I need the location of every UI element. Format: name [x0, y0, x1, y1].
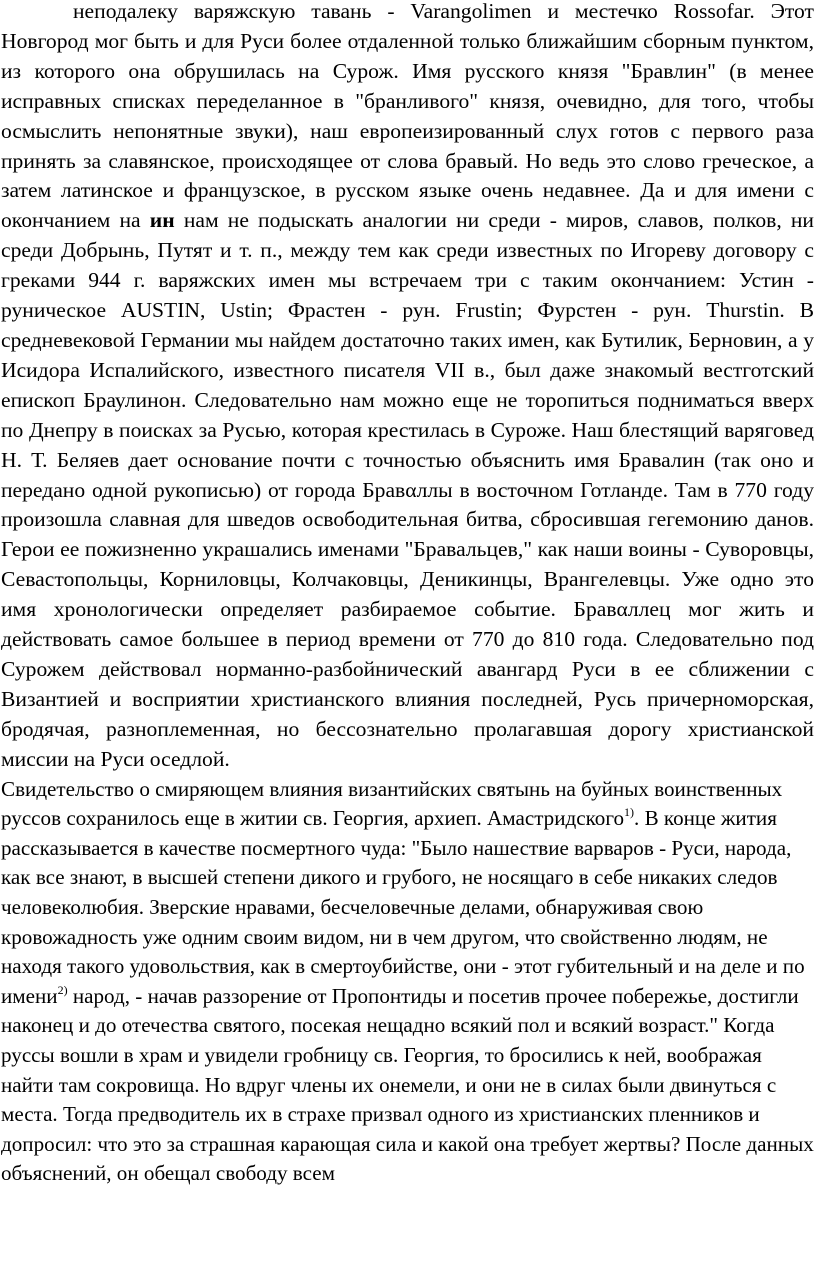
paragraph-2-text-b: . В конце жития рассказывается в качестве посмертного чуда: "Было нашествие варваров - Руси, народа, как все знают, в высшей степени дикого и грубого, не носящаго в себе никаких следов человеколюбия. Зверские нравами, бесчеловечные делами, обнаруживая свою кровожадность уже одним своим видом, ни в чем другом, что свойственно людям, не находя такого удовольствия, как в смертоубийстве, они - этот губительный и на деле и по имени	[1, 806, 805, 1008]
paragraph-2-text-c: народ, - начав раззорение от Пропонтиды и посетив прочее побережье, достигли наконец и до отечества святого, посекая нещадно всякий пол и всякий возраст." Когда руссы вошли в храм и увидели гробницу св. Георгия, то бросились к ней, воображая найти там сокровища. Но вдруг члены их онемели, и они не в силах были двинуться с места. Тогда предводитель их в страхе призвал одного из христианских пленников и допросил: что это за страшная карающая сила и какой она требует жертвы? После данных объяснений, он обещал свободу всем	[1, 983, 814, 1186]
footnote-ref-2: 2)	[57, 982, 68, 997]
paragraph-1-text-b: нам не подыскать аналогии ни среди - миров, славов, полков, ни среди Добрынь, Путят и т. п., между тем как среди известных по Игореву договору с греками 944 г. варяжских имен мы встречаем три с таким окончанием: Устин - руническое AUSTIN, Ustin; Фрастен - рун. Frustin; Фурстен - рун. Thurstin. В средневековой Германии мы найдем достаточно таких имен, как Бутилик, Берновин, а у Исидора Испалийского, известного писателя VII в., был даже знакомый вестготский епископ Браулинон. Следовательно нам можно еще не торопиться подниматься вверх по Днепру в поисках за Русью, которая крестилась в Суроже. Наш блестящий варяговед Н. Т. Беляев дает основание почти с точностью объяснить имя Бравалин (так оно и передано одной рукописью) от города Бравαллы в восточном Готланде. Там в 770 году произошла славная для шведов освободительная битва, сбросившая гегемонию данов. Герои ее пожизненно украшались именами "Бравальцев," как наши воины - Суворовцы, Севастопольцы, Корниловцы, Колчаковцы, Деникинцы, Врангелевцы. Уже одно это имя хронологически определяет разбираемое событие. Бравαллец мог жить и действовать самое большее в период времени от 770 до 810 года. Следовательно под Сурожем действовал норманно-разбойнический авангард Руси в ее сближении с Византией и восприятии христианского влияния последней, Русь причерноморская, бродячая, разноплеменная, но бессознательно пролагавшая дорогу христианской миссии на Руси оседлой.	[1, 208, 814, 771]
paragraph-1	[1, 0, 814, 775]
paragraph-1-bold-suffix: ин	[149, 208, 175, 233]
paragraph-1-text-a: неподалеку варяжскую тавань - Varangolimen и местечко Rossofar. Этот Новгород мог быть и для Руси более отдаленной только ближайшим сборным пунктом, из которого она обрушилась на Сурож. Имя русского князя "Бравлин" (в менее исправных списках переделанное в "бранливого" князя, очевидно, для того, чтобы осмыслить непонятные звуки), наш европеизированный слух готов с первого раза принять за славянское, происходящее от слова бравый. Но ведь это слово греческое, а затем латинское и французское, в русском языке очень недавнее. Да и для имени с окончанием на	[1, 0, 814, 233]
paragraph-2	[1, 775, 814, 1189]
footnote-ref-1: 1)	[624, 805, 635, 820]
paragraph-2-text-a: Свидетельство о смиряющем влияния византийских святынь на буйных воинственных руссов сохранилось еще в житии св. Георгия, архиеп. Амастридского	[1, 776, 783, 831]
